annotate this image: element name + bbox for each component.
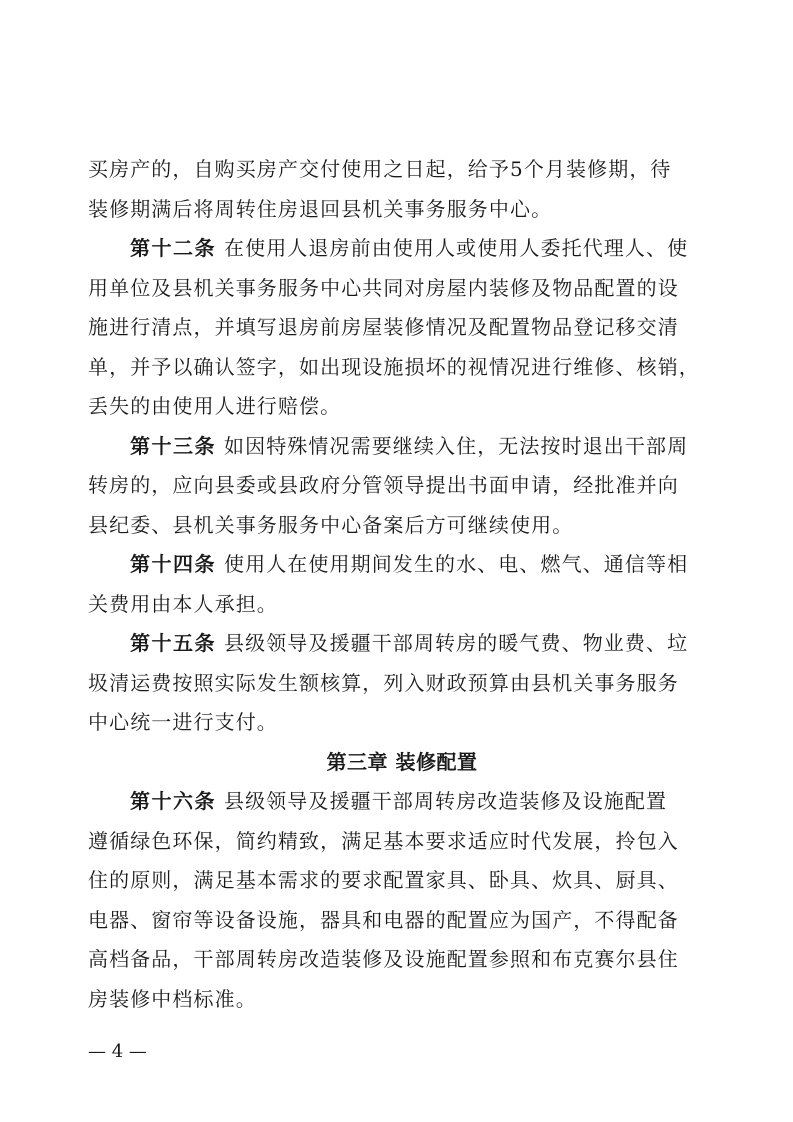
document-body <box>88 150 700 1019</box>
text-line-6: 单，并予以确认签字，如出现设施损坏的视情况进行维修、核销， <box>88 354 700 379</box>
text-line-12: 关费用由本人承担。 <box>88 591 278 616</box>
article-15-line-1: 第十五条 县级领导及援疆干部周转房的暖气费、物业费、垃 <box>130 631 689 655</box>
article-16-line-1: 第十六条 县级领导及援疆干部周转房改造装修及设施配置 <box>130 789 668 813</box>
article-13-line-1: 第十三条 如因特殊情况需要继续入住，无法按时退出干部周 <box>130 433 689 458</box>
article-number: 第十五条 <box>130 631 216 655</box>
text-line-10: 县纪委、县机关事务服务中心备案后方可继续使用。 <box>88 512 574 537</box>
text-line-18: 遵循绿色环保，简约精致，满足基本要求适应时代发展，拎包入 <box>88 828 679 853</box>
text-line-22: 房装修中档标准。 <box>88 986 257 1011</box>
article-14-line-1: 第十四条 使用人在使用期间发生的水、电、燃气、通信等相 <box>130 552 689 576</box>
text-line-5: 施进行清点，并填写退房前房屋装修情况及配置物品登记移交清 <box>88 315 679 339</box>
text-line-19: 住的原则，满足基本需求的要求配置家具、卧具、炊具、厨具、 <box>88 868 679 892</box>
text-line-15: 中心统一进行支付。 <box>88 710 278 734</box>
text-line-9: 转房的，应向县委或县政府分管领导提出书面申请，经批准并向 <box>88 473 679 497</box>
page-number: — 4 — <box>88 1041 147 1062</box>
article-12-line-1: 第十二条 在使用人退房前由使用人或使用人委托代理人、使 <box>130 236 689 260</box>
article-number: 第十二条 <box>130 236 216 260</box>
text-line-1: 买房产的，自购买房产交付使用之日起，给予5个月装修期，待 <box>88 157 672 181</box>
article-number: 第十六条 <box>130 789 216 813</box>
chapter-heading: 第三章 装修配置 <box>326 749 478 774</box>
text-line-4: 用单位及县机关事务服务中心共同对房屋内装修及物品配置的设 <box>88 275 679 300</box>
text-line-7: 丢失的由使用人进行赔偿。 <box>88 394 342 418</box>
text-line-2: 装修期满后将周转住房退回县机关事务服务中心。 <box>88 196 553 221</box>
text-line-20: 电器、窗帘等设备设施，器具和电器的配置应为国产，不得配备 <box>88 907 679 932</box>
article-number: 第十四条 <box>130 552 216 576</box>
article-number: 第十三条 <box>130 433 216 458</box>
text-line-21: 高档备品，干部周转房改造装修及设施配置参照和布克赛尔县住 <box>88 947 679 971</box>
text-line-14: 圾清运费按照实际发生额核算，列入财政预算由县机关事务服务 <box>88 670 679 695</box>
